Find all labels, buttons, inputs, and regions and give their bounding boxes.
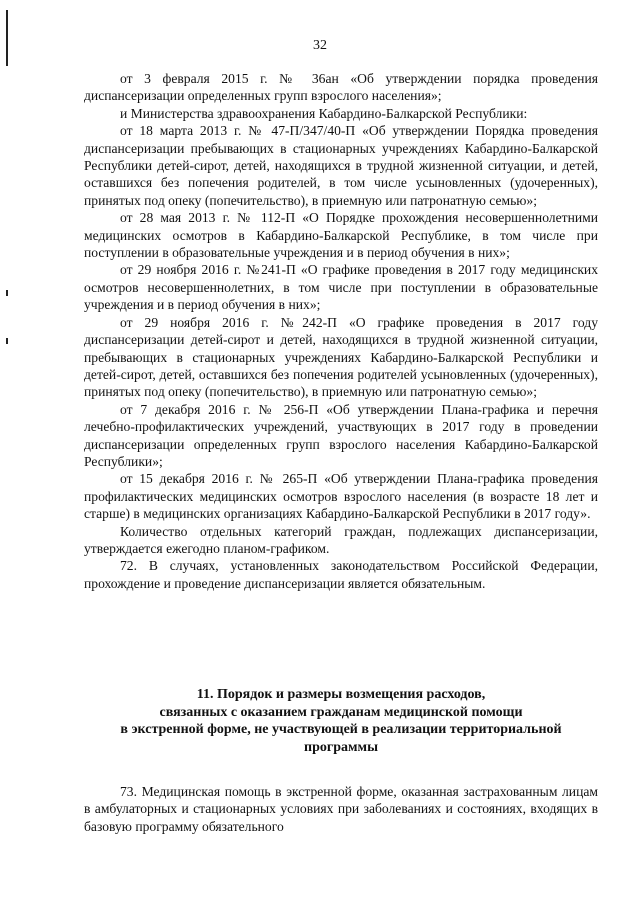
section-heading bbox=[84, 686, 598, 756]
body-text bbox=[84, 70, 598, 592]
paragraph: 73. Медицинская помощь в экстренной форме, оказанная застрахованным лицам в амбулаторных и стационарных условиях при заболеваниях и состояниях, входящих в базовую программу обязательного bbox=[84, 784, 598, 834]
heading-line: связанных с оказанием гражданам медицинской помощи bbox=[159, 704, 523, 720]
heading-line: программы bbox=[304, 739, 378, 755]
heading-line: 11. Порядок и размеры возмещения расходов, bbox=[196, 687, 486, 702]
paragraph: от 28 мая 2013 г. № 112-П «О Порядке прохождения несовершеннолетними медицинских осмотров в Кабардино-Балкарской Республике, в том числе при поступлении в образовательные учреждения и в период обучения в них»; bbox=[84, 210, 598, 261]
paragraph: от 18 марта 2013 г. № 47-П/347/40-П «Об утверждении Порядка проведения диспансеризации пребывающих в стационарных учреждениях Кабардино-Балкарской Республики детей-сирот, детей, находящихся в трудной жизненной ситуации, и детей, оставшихся без попечения родителей, в том числе усыновленных (удочеренных), принятых под опеку (попечительство), в приемную или патронатную семью»; bbox=[84, 123, 598, 208]
paragraph: от 15 декабря 2016 г. № 265-П «Об утверждении Плана-графика проведения профилактических медицинских осмотров взрослого населения (в возрасте 18 лет и старше) в медицинских организациях Кабардино-Балкарской Республики в 2017 году». bbox=[84, 471, 598, 522]
margin-mark bbox=[6, 290, 8, 296]
body-text-continued bbox=[84, 783, 598, 835]
paragraph: и Министерства здравоохранения Кабардино-Балкарской Республики: bbox=[120, 105, 528, 121]
margin-mark bbox=[6, 338, 8, 344]
heading-line: в экстренной форме, не участвующей в реализации территориальной bbox=[120, 722, 562, 738]
paragraph: 72. В случаях, установленных законодательством Российской Федерации, прохождение и проведение диспансеризации является обязательным. bbox=[84, 558, 598, 591]
paragraph: от 29 ноября 2016 г. №241-П «О графике проведения в 2017 году медицинских осмотров несовершеннолетних, в том числе при поступлении в образовательные учреждения и в период обучения в них»; bbox=[84, 262, 598, 313]
paragraph: от 3 февраля 2015 г. № 36ан «Об утверждении порядка проведения диспансеризации определенных групп взрослого населения»; bbox=[84, 71, 598, 104]
page-number: 32 bbox=[313, 38, 327, 53]
paragraph: от 7 декабря 2016 г. № 256-П «Об утверждении Плана-графика и перечня лечебно-профилактических учреждений, участвующих в 2017 году в проведении диспансеризации определенных групп взрослого населения Кабардино-Балкарской Республики»; bbox=[84, 401, 598, 469]
paragraph: от 29 ноября 2016 г. №242-П «О графике проведения в 2017 году диспансеризации детей-сирот и детей, находящихся в трудной жизненной ситуации, пребывающих в стационарных учреждениях Кабардино-Балкарской Республики и детей-сирот, детей, оставшихся без попечения родителей усыновленных (удочеренных), принятых под опеку (попечительство), в приемную или патронатную семью»; bbox=[84, 314, 598, 400]
paragraph: Количество отдельных категорий граждан, подлежащих диспансеризации, утверждается ежегодно планом-графиком. bbox=[84, 523, 598, 556]
